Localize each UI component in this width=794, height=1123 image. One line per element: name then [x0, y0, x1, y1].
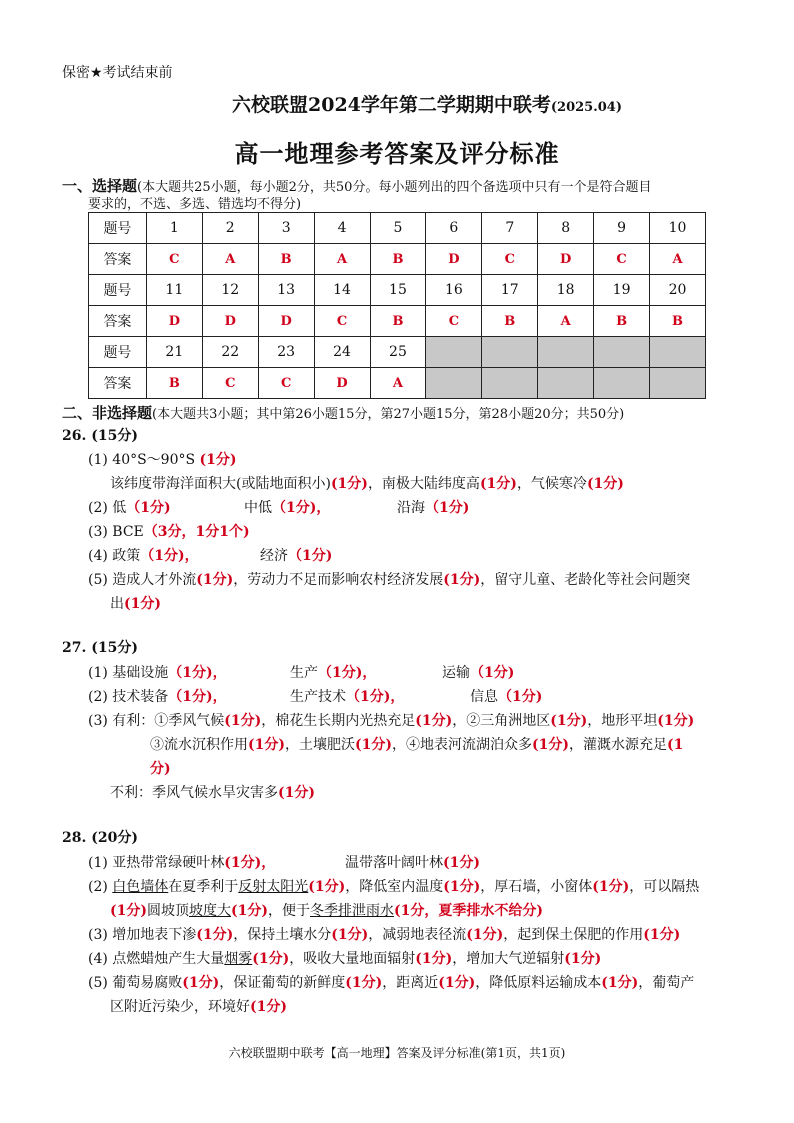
- score: (1分): [330, 476, 368, 492]
- answer-cell: A: [202, 244, 258, 275]
- empty-cell: [482, 368, 538, 399]
- score: (1分): [550, 713, 588, 729]
- section2-heading: 二、非选择题: [62, 404, 153, 422]
- score: （1分)，: [346, 689, 405, 705]
- question-number: 25: [370, 337, 426, 368]
- score: (1分): [250, 999, 287, 1015]
- question-number: 24: [314, 337, 370, 368]
- q26-part2-c: [397, 497, 469, 517]
- question-number: 3: [258, 213, 314, 244]
- score: （1分)，: [168, 665, 227, 681]
- answer-cell: A: [370, 368, 426, 399]
- underlined: 反射太阳光: [238, 879, 309, 895]
- score: (1分)，: [224, 855, 276, 871]
- score: (1分): [657, 713, 695, 729]
- q26-part5: [88, 569, 690, 589]
- text: (1) 亚热带常绿硬叶林: [88, 855, 225, 871]
- text: ，②三角洲地区: [452, 713, 551, 729]
- answer-cell: C: [594, 244, 650, 275]
- score: (1分): [601, 975, 639, 991]
- q26-part1: [88, 449, 237, 469]
- q28-part2: [88, 876, 699, 896]
- text: (3) 增加地表下渗: [88, 927, 197, 943]
- confidential-label: 保密★考试结束前: [62, 65, 173, 81]
- table-row-numbers: [89, 337, 706, 368]
- section2-note: (本大题共3小题；其中第26小题15分，第27小题15分，第28小题20分；共50分): [152, 407, 625, 422]
- text: ，厚石墙，小窗体: [480, 879, 593, 895]
- answer-cell: B: [258, 244, 314, 275]
- text: ③流水沉积作用: [150, 737, 248, 753]
- section1-heading: 一、选择题: [62, 177, 138, 195]
- q27-part2-a: [88, 686, 227, 706]
- text: 生产: [290, 665, 318, 681]
- score: （1分)，: [140, 548, 199, 564]
- answer-cell: C: [202, 368, 258, 399]
- row-label-number: 题号: [89, 337, 147, 368]
- score: (1分): [438, 975, 476, 991]
- text: ，增加大气逆辐射: [452, 951, 565, 967]
- question-number: 17: [482, 275, 538, 306]
- score: (1分): [196, 927, 234, 943]
- text: ，降低原料运输成本: [475, 975, 602, 991]
- text: (2) 技术装备: [88, 689, 169, 705]
- score: (1分): [586, 476, 624, 492]
- score: (1分): [345, 975, 383, 991]
- text: ，起到保土保肥的作用: [503, 927, 644, 943]
- table-row-numbers: [89, 275, 706, 306]
- empty-cell: [538, 368, 594, 399]
- score: （1分): [425, 500, 470, 516]
- text: 区附近污染少，环境好: [110, 999, 250, 1015]
- answer-cell: A: [650, 244, 706, 275]
- q26-part2-a: [88, 497, 171, 517]
- question-number: 5: [370, 213, 426, 244]
- page-title: 高一地理参考答案及评分标准: [234, 139, 560, 168]
- text: ，减弱地表径流: [368, 927, 467, 943]
- q27-part2-b: [290, 686, 404, 706]
- q26-part3: [88, 521, 250, 541]
- empty-cell: [426, 337, 482, 368]
- text: ，棉花生长期内光热充足: [261, 713, 416, 729]
- text: ，土壤肥沃: [285, 737, 355, 753]
- question-number: 4: [314, 213, 370, 244]
- text: (3) BCE: [88, 524, 144, 540]
- text: ，④地表河流湖泊众多: [392, 737, 532, 753]
- row-label-number: 题号: [89, 275, 147, 306]
- q28-part3: [88, 924, 680, 944]
- text: ，距离近: [382, 975, 439, 991]
- section1-note: (本大题共25小题，每小题2分，共50分。每小题列出的四个备选项中只有一个是符合题目: [137, 180, 652, 195]
- text: ，可以隔热: [629, 879, 700, 895]
- q28-part1-a: [88, 852, 275, 872]
- section1-note-2: [88, 193, 301, 212]
- answer-cell: C: [258, 368, 314, 399]
- question-number: 18: [538, 275, 594, 306]
- table-row-answers: [89, 306, 706, 337]
- score: （1分): [288, 548, 333, 564]
- text: 该纬度带海洋面积大(或陆地面积小): [110, 476, 331, 492]
- text: 出: [110, 596, 124, 612]
- answer-cell: D: [146, 306, 202, 337]
- score: (1分): [124, 596, 161, 612]
- score: (1分): [643, 927, 681, 943]
- exam-title: [0, 90, 794, 117]
- q26-part2-b: [244, 497, 330, 517]
- score: (1分): [224, 713, 262, 729]
- answer-cell: B: [650, 306, 706, 337]
- score: (1分): [199, 452, 237, 468]
- empty-cell: [594, 368, 650, 399]
- text: 沿海: [397, 500, 425, 516]
- score: (1分): [331, 927, 369, 943]
- score: (1分): [592, 879, 630, 895]
- text: (3) 有利：①季风气候: [88, 713, 225, 729]
- text: 不利：季风气候水旱灾害多: [110, 785, 278, 801]
- q27-part2-c: [470, 686, 542, 706]
- score: (1分): [479, 476, 517, 492]
- underlined: 冬季排泄雨水: [310, 903, 394, 919]
- q28-part2-cont: [110, 900, 543, 920]
- question-number: 1: [146, 213, 202, 244]
- score: （1分)，: [168, 689, 227, 705]
- score: (1分): [532, 737, 569, 753]
- question-number: 9: [594, 213, 650, 244]
- score: （1分)，: [318, 665, 377, 681]
- score: (1分): [278, 785, 315, 801]
- exam-date: (2025.04): [550, 100, 622, 115]
- score: (1分): [182, 975, 220, 991]
- row-label-number: 题号: [89, 213, 147, 244]
- question-number: 23: [258, 337, 314, 368]
- score: （1分): [498, 689, 543, 705]
- text: ，降低室内温度: [345, 879, 444, 895]
- text: ，吸收大量地面辐射: [289, 951, 416, 967]
- q27-part1-b: [290, 662, 376, 682]
- score: (1分，夏季排水不给分): [394, 903, 543, 919]
- exam-title-text: 六校联盟2024学年第二学期期中联考: [232, 94, 551, 116]
- score: (1分): [415, 951, 453, 967]
- underlined: 烟雾: [224, 951, 253, 967]
- question-number: 16: [426, 275, 482, 306]
- score: (1分): [415, 713, 453, 729]
- q26-part4-a: [88, 545, 199, 565]
- text: 中低: [244, 500, 272, 516]
- text: 圆坡顶: [147, 903, 189, 919]
- answer-cell: D: [426, 244, 482, 275]
- text: ，葡萄产: [638, 975, 695, 991]
- underlined: 坡度大: [189, 903, 231, 919]
- answer-cell: D: [538, 244, 594, 275]
- q26-part1-reason: [110, 473, 624, 493]
- score: (1分): [252, 951, 290, 967]
- answer-cell: B: [594, 306, 650, 337]
- question-number: 8: [538, 213, 594, 244]
- question-number: 10: [650, 213, 706, 244]
- score: (1分): [466, 927, 504, 943]
- answer-cell: C: [314, 306, 370, 337]
- text: 生产技术: [290, 689, 346, 705]
- answer-cell: C: [146, 244, 202, 275]
- question-number: 21: [146, 337, 202, 368]
- q27-part1-c: [442, 662, 514, 682]
- text: ，气候寒冷: [516, 476, 587, 492]
- underlined: 白色墙体: [112, 879, 169, 895]
- answer-cell: D: [202, 306, 258, 337]
- question-number: 13: [258, 275, 314, 306]
- score: （1分): [126, 500, 171, 516]
- text: ，便于: [268, 903, 310, 919]
- q27-part1-a: [88, 662, 227, 682]
- score: （1分): [470, 665, 515, 681]
- row-label-answer: 答案: [89, 244, 147, 275]
- empty-cell: [426, 368, 482, 399]
- text: ，劳动力不足而影响农村经济发展: [233, 572, 444, 588]
- text: (2): [88, 879, 113, 895]
- question-number: 2: [202, 213, 258, 244]
- answer-cell: D: [314, 368, 370, 399]
- question-number: 14: [314, 275, 370, 306]
- page-footer: 六校联盟期中联考【高一地理】答案及评分标准(第1页，共1页): [228, 1046, 566, 1060]
- text: (4) 政策: [88, 548, 141, 564]
- q28-part5-cont: [110, 996, 287, 1016]
- text: ，保证葡萄的新鲜度: [219, 975, 346, 991]
- answer-cell: C: [426, 306, 482, 337]
- answer-cell: B: [482, 306, 538, 337]
- score: (1: [667, 737, 684, 753]
- section2-header: [62, 402, 624, 423]
- q28-part5: [88, 972, 694, 992]
- score: (1分): [308, 879, 346, 895]
- text: 经济: [260, 548, 288, 564]
- text: ，地形平坦: [587, 713, 658, 729]
- q26-title: 26. (15分): [62, 428, 138, 444]
- score: (1分): [443, 572, 481, 588]
- text: 在夏季利于: [168, 879, 239, 895]
- row-label-answer: 答案: [89, 368, 147, 399]
- question-number: 19: [594, 275, 650, 306]
- q28-part1-b: [345, 852, 480, 872]
- text: ，灌溉水源充足: [569, 737, 667, 753]
- question-number: 11: [146, 275, 202, 306]
- answer-cell: A: [314, 244, 370, 275]
- text: (4) 点燃蜡烛产生大量: [88, 951, 225, 967]
- score: 分): [150, 761, 171, 777]
- text: 信息: [470, 689, 498, 705]
- text: (5) 葡萄易腐败: [88, 975, 183, 991]
- table-row-numbers: [89, 213, 706, 244]
- answer-cell: B: [370, 306, 426, 337]
- table-row-answers: [89, 244, 706, 275]
- text: (1) 基础设施: [88, 665, 169, 681]
- score: (1分): [231, 903, 268, 919]
- q27-part3: [88, 710, 694, 730]
- text: ，留守儿童、老龄化等社会问题突: [480, 572, 691, 588]
- empty-cell: [538, 337, 594, 368]
- q28-title: 28. (20分): [62, 830, 138, 846]
- text: (5) 造成人才外流: [88, 572, 197, 588]
- answer-cell: B: [146, 368, 202, 399]
- score: (1分): [355, 737, 392, 753]
- empty-cell: [594, 337, 650, 368]
- text: (2) 低: [88, 500, 127, 516]
- section1-note-line2: 要求的，不选、多选、错选均不得分): [88, 197, 302, 212]
- q27-part3-wrap: [150, 758, 171, 778]
- empty-cell: [482, 337, 538, 368]
- text: 温带落叶阔叶林: [345, 855, 443, 871]
- text: ，南极大陆纬度高: [367, 476, 480, 492]
- empty-cell: [650, 337, 706, 368]
- question-number: 7: [482, 213, 538, 244]
- score: (1分): [564, 951, 602, 967]
- q28-part4: [88, 948, 601, 968]
- question-number: 22: [202, 337, 258, 368]
- q26-part4-b: [260, 545, 332, 565]
- answer-cell: A: [538, 306, 594, 337]
- row-label-answer: 答案: [89, 306, 147, 337]
- q27-title: 27. (15分): [62, 640, 138, 656]
- score: (1分): [196, 572, 234, 588]
- table-row-answers: [89, 368, 706, 399]
- score: （3分，1分1个): [143, 524, 250, 540]
- q26-part5-cont: [110, 593, 161, 613]
- score: (1分): [110, 903, 147, 919]
- score: (1分): [443, 855, 480, 871]
- text: ，保持土壤水分: [233, 927, 332, 943]
- question-number: 20: [650, 275, 706, 306]
- score: (1分): [443, 879, 481, 895]
- text: 运输: [442, 665, 470, 681]
- q27-part3-cont: [150, 734, 683, 754]
- q27-part3-disadvantage: [110, 782, 315, 802]
- answer-table: [88, 212, 706, 399]
- question-number: 6: [426, 213, 482, 244]
- score: (1分): [248, 737, 285, 753]
- answer-cell: C: [482, 244, 538, 275]
- text: (1) 40°S～90°S: [88, 452, 200, 468]
- answer-cell: D: [258, 306, 314, 337]
- answer-cell: B: [370, 244, 426, 275]
- question-number: 12: [202, 275, 258, 306]
- empty-cell: [650, 368, 706, 399]
- score: （1分)，: [272, 500, 331, 516]
- question-number: 15: [370, 275, 426, 306]
